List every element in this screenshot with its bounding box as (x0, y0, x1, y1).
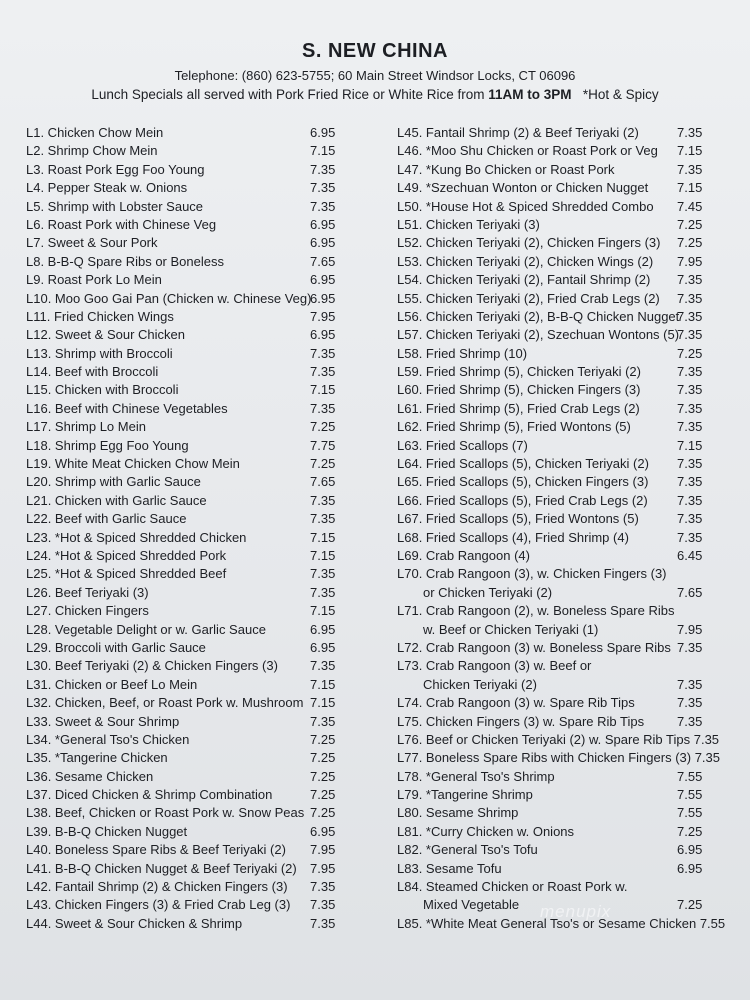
menu-item-price: 7.15 (310, 676, 336, 692)
watermark-logo: menupix (540, 902, 612, 921)
menu-item-label: L63. Fried Scallops (7) (397, 437, 528, 453)
menu-item-label: L41. B-B-Q Chicken Nugget & Beef Teriyaki (2) (26, 860, 297, 876)
menu-item (26, 345, 346, 363)
menu-item-label: L2. Shrimp Chow Mein (26, 143, 158, 159)
hot-spicy-legend: *Hot & Spicy (571, 87, 659, 102)
menu-item-label: L77. Boneless Spare Ribs with Chicken Fingers (3) 7.35 (397, 750, 720, 766)
menu-item-price: 7.25 (310, 731, 336, 747)
menu-item-price: 6.95 (310, 327, 336, 343)
menu-item-price: 7.25 (310, 805, 336, 821)
menu-item (397, 216, 747, 234)
menu-item (26, 878, 346, 896)
menu-item-price: 7.75 (310, 437, 336, 453)
menu-item (26, 326, 346, 344)
menu-item (26, 253, 346, 271)
menu-item-price: 7.35 (677, 456, 703, 472)
menu-item-price: 7.15 (310, 547, 336, 563)
menu-item (26, 418, 346, 436)
menu-item-price: 7.25 (677, 235, 703, 251)
menu-item-label: L7. Sweet & Sour Pork (26, 235, 158, 251)
menu-item (397, 786, 747, 804)
menu-item-price: 7.15 (310, 695, 336, 711)
menu-item (397, 602, 747, 620)
menu-item (26, 142, 346, 160)
menu-item-label: L37. Diced Chicken & Shrimp Combination (26, 787, 273, 803)
menu-item-price: 7.35 (677, 419, 703, 435)
menu-item-price: 7.35 (310, 713, 336, 729)
menu-item-label: L45. Fantail Shrimp (2) & Beef Teriyaki (2) (397, 125, 639, 140)
menu-item-label: L20. Shrimp with Garlic Sauce (26, 474, 201, 490)
menu-item-label: L31. Chicken or Beef Lo Mein (26, 676, 198, 692)
menu-item (26, 676, 346, 694)
menu-item (26, 124, 346, 142)
menu-item-label: L1. Chicken Chow Mein (26, 125, 164, 140)
menu-header (0, 40, 750, 102)
menu-item (26, 602, 346, 620)
menu-item (397, 473, 747, 491)
menu-item (397, 841, 747, 859)
menu-item-price: 7.35 (677, 492, 703, 508)
menu-item (26, 896, 346, 914)
menu-item-price: 6.95 (310, 823, 336, 839)
menu-item-label: L17. Shrimp Lo Mein (26, 419, 146, 435)
menu-item (397, 308, 747, 326)
menu-item-label: L49. *Szechuan Wonton or Chicken Nugget (397, 180, 649, 196)
menu-item (397, 713, 747, 731)
menu-item-label: L76. Beef or Chicken Teriyaki (2) w. Spare Rib Tips 7.35 (397, 731, 720, 747)
menu-item (397, 657, 747, 675)
menu-item-price: 6.95 (310, 290, 336, 306)
menu-item-label: L54. Chicken Teriyaki (2), Fantail Shrimp (2) (397, 272, 651, 288)
menu-item-price: 7.35 (677, 125, 703, 140)
menu-item-label: L28. Vegetable Delight or w. Garlic Sauce (26, 621, 266, 637)
menu-item-label: L74. Crab Rangoon (3) w. Spare Rib Tips (397, 695, 635, 711)
menu-item-label: L34. *General Tso's Chicken (26, 731, 190, 747)
menu-item-label: L38. Beef, Chicken or Roast Pork w. Snow Peas (26, 805, 305, 821)
menu-item-price: 7.25 (677, 823, 703, 839)
menu-item-label: L78. *General Tso's Shrimp (397, 768, 555, 784)
menu-item (26, 455, 346, 473)
menu-item-label: L27. Chicken Fingers (26, 603, 149, 619)
menu-item-price: 7.25 (677, 216, 703, 232)
menu-item-price: 7.25 (677, 345, 703, 361)
menu-item (26, 492, 346, 510)
menu-item-label: L71. Crab Rangoon (2), w. Boneless Spare Ribs (397, 603, 675, 619)
menu-item-price: 7.35 (310, 879, 336, 895)
menu-item-label: L42. Fantail Shrimp (2) & Chicken Fingers (3) (26, 879, 288, 895)
menu-item (26, 804, 346, 822)
menu-item-label: L11. Fried Chicken Wings (26, 308, 174, 324)
menu-item (26, 694, 346, 712)
menu-item-price: 7.25 (310, 750, 336, 766)
menu-item-label: L64. Fried Scallops (5), Chicken Teriyaki (2) (397, 456, 649, 472)
menu-item-label: L55. Chicken Teriyaki (2), Fried Crab Legs (2) (397, 290, 660, 306)
menu-item (397, 529, 747, 547)
menu-item-label: L79. *Tangerine Shrimp (397, 787, 533, 803)
menu-item-price: 7.95 (677, 621, 703, 637)
menu-item (26, 179, 346, 197)
menu-item-label: L65. Fried Scallops (5), Chicken Fingers (3) (397, 474, 649, 490)
menu-item-price: 6.95 (310, 235, 336, 251)
menu-item-price: 7.65 (677, 584, 703, 600)
menu-item (397, 161, 747, 179)
menu-item-price: 7.95 (677, 253, 703, 269)
menu-item-label: L16. Beef with Chinese Vegetables (26, 400, 228, 416)
menu-item-label: L75. Chicken Fingers (3) w. Spare Rib Tips (397, 713, 645, 729)
menu-item-label: L32. Chicken, Beef, or Roast Pork w. Mushroom (26, 695, 304, 711)
menu-item-label: L69. Crab Rangoon (4) (397, 547, 530, 563)
menu-item-price: 7.65 (310, 474, 336, 490)
menu-item-price: 7.15 (677, 143, 703, 159)
menu-item (26, 621, 346, 639)
menu-item-price: 7.35 (310, 915, 336, 931)
menu-item-price: 7.35 (677, 695, 703, 711)
menu-item (26, 786, 346, 804)
menu-item-label: L39. B-B-Q Chicken Nugget (26, 823, 188, 839)
menu-item (397, 326, 747, 344)
menu-item-price: 7.35 (677, 529, 703, 545)
menu-item-label: L10. Moo Goo Gai Pan (Chicken w. Chinese Veg) (26, 290, 312, 306)
menu-item (397, 565, 747, 583)
menu-item (397, 437, 747, 455)
menu-item-price: 7.55 (677, 805, 703, 821)
menu-item-price: 7.35 (310, 364, 336, 380)
menu-item (397, 455, 747, 473)
menu-item-price: 7.95 (310, 308, 336, 324)
menu-item-price: 7.35 (310, 584, 336, 600)
menu-item-label: L66. Fried Scallops (5), Fried Crab Legs (2) (397, 492, 648, 508)
menu-item-price: 7.95 (310, 842, 336, 858)
menu-item (26, 290, 346, 308)
menu-item-price: 6.95 (677, 860, 703, 876)
menu-item-price: 7.25 (310, 456, 336, 472)
menu-item-label: L60. Fried Shrimp (5), Chicken Fingers (3) (397, 382, 641, 398)
lunch-specials-note (0, 87, 750, 102)
menu-item-label: L4. Pepper Steak w. Onions (26, 180, 188, 196)
menu-item (26, 400, 346, 418)
menu-item-label: L3. Roast Pork Egg Foo Young (26, 161, 205, 177)
restaurant-name: S. NEW CHINA (302, 40, 448, 62)
menu-item-label: L56. Chicken Teriyaki (2), B-B-Q Chicken Nugget (397, 308, 680, 324)
menu-item (26, 768, 346, 786)
menu-item-label: L30. Beef Teriyaki (2) & Chicken Fingers (3) (26, 658, 278, 674)
menu-item-price: 6.95 (310, 621, 336, 637)
menu-item-price: 7.35 (677, 511, 703, 527)
menu-item-label: L83. Sesame Tofu (397, 860, 502, 876)
menu-item (397, 878, 747, 896)
menu-item-continuation: w. Beef or Chicken Teriyaki (1) (423, 621, 599, 637)
menu-item-price: 7.25 (310, 768, 336, 784)
menu-item-label: L85. *White Meat General Tso's or Sesame Chicken 7.55 (397, 915, 726, 931)
menu-item (26, 565, 346, 583)
lunch-note-prefix: Lunch Specials all served with Pork Fried Rice or White Rice from (91, 87, 489, 102)
menu-item-label: L59. Fried Shrimp (5), Chicken Teriyaki (2) (397, 364, 641, 380)
menu-item (397, 749, 747, 767)
menu-item-price: 7.35 (310, 180, 336, 196)
menu-item (397, 804, 747, 822)
menu-item (397, 418, 747, 436)
menu-item (397, 142, 747, 160)
menu-item-price: 7.65 (310, 253, 336, 269)
menu-item-price: 7.35 (677, 290, 703, 306)
menu-item-price: 7.35 (677, 308, 703, 324)
menu-column-right (397, 124, 747, 933)
menu-item (26, 271, 346, 289)
menu-item-continuation: or Chicken Teriyaki (2) (423, 584, 553, 600)
menu-item-label: L15. Chicken with Broccoli (26, 382, 179, 398)
menu-item-label: L35. *Tangerine Chicken (26, 750, 168, 766)
menu-item (26, 381, 346, 399)
menu-item (26, 731, 346, 749)
menu-item (26, 510, 346, 528)
menu-item (397, 179, 747, 197)
menu-item (397, 694, 747, 712)
menu-item-price: 7.35 (310, 400, 336, 416)
menu-item-continuation: Mixed Vegetable (423, 897, 520, 913)
menu-item (397, 510, 747, 528)
contact-line: Telephone: (860) 623-5755; 60 Main Street Windsor Locks, CT 06096 (174, 68, 576, 83)
menu-item-label: L25. *Hot & Spiced Shredded Beef (26, 566, 227, 582)
menu-item (26, 437, 346, 455)
menu-item-price: 7.35 (677, 364, 703, 380)
menu-item-label: L44. Sweet & Sour Chicken & Shrimp (26, 915, 243, 931)
menu-item-price: 7.35 (310, 658, 336, 674)
menu-item (397, 253, 747, 271)
menu-item-price: 7.95 (310, 860, 336, 876)
menu-item (26, 657, 346, 675)
menu-item (26, 841, 346, 859)
menu-item-label: L13. Shrimp with Broccoli (26, 345, 173, 361)
menu-item (26, 198, 346, 216)
menu-item-price: 7.35 (310, 345, 336, 361)
menu-item-label: L51. Chicken Teriyaki (3) (397, 216, 540, 232)
menu-item (397, 363, 747, 381)
menu-item (26, 308, 346, 326)
menu-item-label: L82. *General Tso's Tofu (397, 842, 538, 858)
menu-item (397, 860, 747, 878)
menu-item-price: 7.35 (310, 897, 336, 913)
menu-item-label: L80. Sesame Shrimp (397, 805, 519, 821)
menu-item (26, 216, 346, 234)
menu-item-price: 7.35 (677, 327, 703, 343)
menu-item-label: L23. *Hot & Spiced Shredded Chicken (26, 529, 247, 545)
menu-item-price: 7.35 (310, 492, 336, 508)
menu-item-label: L36. Sesame Chicken (26, 768, 154, 784)
menu-item (397, 271, 747, 289)
menu-item-price: 7.35 (677, 713, 703, 729)
menu-item-label: L5. Shrimp with Lobster Sauce (26, 198, 204, 214)
menu-item-label: L19. White Meat Chicken Chow Mein (26, 456, 240, 472)
menu-item-label: L24. *Hot & Spiced Shredded Pork (26, 547, 227, 563)
menu-item-label: L47. *Kung Bo Chicken or Roast Pork (397, 161, 615, 177)
menu-item-label: L84. Steamed Chicken or Roast Pork w. (397, 879, 628, 895)
menu-item (26, 860, 346, 878)
menu-item (397, 234, 747, 252)
menu-item-label: L9. Roast Pork Lo Mein (26, 272, 162, 288)
menu-item-price: 7.35 (677, 400, 703, 416)
menu-item (397, 547, 747, 565)
menu-item (26, 915, 346, 933)
menu-item (26, 234, 346, 252)
menu-item (26, 823, 346, 841)
menu-item-label: L61. Fried Shrimp (5), Fried Crab Legs (2) (397, 400, 640, 416)
menu-item (397, 492, 747, 510)
menu-item-label: L40. Boneless Spare Ribs & Beef Teriyaki (2) (26, 842, 286, 858)
menu-item (26, 529, 346, 547)
menu-item (397, 290, 747, 308)
menu-item (26, 749, 346, 767)
menu-item-label: L81. *Curry Chicken w. Onions (397, 823, 575, 839)
menu-item (397, 124, 747, 142)
menu-item-price: 7.55 (677, 787, 703, 803)
menu-item (397, 400, 747, 418)
menu-item (397, 823, 747, 841)
menu-item (397, 731, 747, 749)
menu-item-price: 6.45 (677, 547, 703, 563)
menu-item-price: 6.95 (310, 125, 336, 140)
menu-item-label: L52. Chicken Teriyaki (2), Chicken Fingers (3) (397, 235, 661, 251)
menu-item-price: 7.35 (677, 272, 703, 288)
menu-item (26, 639, 346, 657)
menu-item (397, 345, 747, 363)
menu-item-label: L70. Crab Rangoon (3), w. Chicken Fingers (3) (397, 566, 667, 582)
menu-item-label: L67. Fried Scallops (5), Fried Wontons (5) (397, 511, 639, 527)
menu-item (397, 584, 747, 602)
menu-item-label: L62. Fried Shrimp (5), Fried Wontons (5) (397, 419, 631, 435)
menu-item-label: L53. Chicken Teriyaki (2), Chicken Wings (2) (397, 253, 654, 269)
menu-item-price: 7.35 (677, 382, 703, 398)
menu-item-label: L6. Roast Pork with Chinese Veg (26, 216, 217, 232)
menu-item-price: 7.25 (677, 897, 703, 913)
menu-item-label: L22. Beef with Garlic Sauce (26, 511, 187, 527)
menu-item-label: L73. Crab Rangoon (3) w. Beef or (397, 658, 592, 674)
menu-item (26, 363, 346, 381)
menu-item-label: L33. Sweet & Sour Shrimp (26, 713, 180, 729)
menu-item-continuation: Chicken Teriyaki (2) (423, 676, 537, 692)
menu-item-price: 7.15 (677, 437, 703, 453)
menu-item-price: 6.95 (310, 272, 336, 288)
menu-item-price: 7.25 (310, 419, 336, 435)
menu-item-price: 7.35 (310, 566, 336, 582)
menu-item-label: L43. Chicken Fingers (3) & Fried Crab Leg (3) (26, 897, 291, 913)
menu-item-label: L46. *Moo Shu Chicken or Roast Pork or Veg (397, 143, 658, 159)
menu-item (397, 639, 747, 657)
menu-item-price: 6.95 (677, 842, 703, 858)
menu-column-left (26, 124, 346, 933)
menu-item-label: L57. Chicken Teriyaki (2), Szechuan Wontons (5) (397, 327, 680, 343)
menu-item-price: 7.35 (677, 161, 703, 177)
menu-item (26, 547, 346, 565)
menu-item-label: L14. Beef with Broccoli (26, 364, 159, 380)
menu-item-label: L29. Broccoli with Garlic Sauce (26, 639, 206, 655)
menu-item-label: L50. *House Hot & Spiced Shredded Combo (397, 198, 654, 214)
menu-item-price: 7.35 (677, 676, 703, 692)
menu-item-price: 7.35 (310, 161, 336, 177)
menu-item-price: 7.45 (677, 198, 703, 214)
menu-item (26, 473, 346, 491)
menu-item-price: 7.15 (677, 180, 703, 196)
menu-item-price: 7.35 (310, 511, 336, 527)
menu-item-label: L26. Beef Teriyaki (3) (26, 584, 149, 600)
menu-item-price: 7.55 (677, 768, 703, 784)
menu-item (397, 768, 747, 786)
lunch-hours: 11AM to 3PM (488, 87, 572, 102)
menu-item-price: 7.35 (677, 474, 703, 490)
menu-item (26, 161, 346, 179)
menu-item-price: 7.15 (310, 143, 336, 159)
menu-item-label: L68. Fried Scallops (4), Fried Shrimp (4) (397, 529, 629, 545)
menu-item (397, 621, 747, 639)
menu-item-price: 7.35 (677, 639, 703, 655)
menu-item-label: L72. Crab Rangoon (3) w. Boneless Spare Ribs (397, 639, 671, 655)
menu-item-price: 6.95 (310, 216, 336, 232)
menu-item (397, 381, 747, 399)
menu-item-price: 7.15 (310, 382, 336, 398)
menu-item-label: L8. B-B-Q Spare Ribs or Boneless (26, 253, 224, 269)
menu-item-label: L18. Shrimp Egg Foo Young (26, 437, 189, 453)
menu-item (397, 198, 747, 216)
menu-item (26, 584, 346, 602)
menu-item-label: L21. Chicken with Garlic Sauce (26, 492, 207, 508)
menu-item-label: L12. Sweet & Sour Chicken (26, 327, 185, 343)
menu-item-price: 7.15 (310, 603, 336, 619)
menu-item-label: L58. Fried Shrimp (10) (397, 345, 528, 361)
menu-item-price: 7.25 (310, 787, 336, 803)
menu-item-price: 7.15 (310, 529, 336, 545)
menu-item (397, 676, 747, 694)
menu-item-price: 7.35 (310, 198, 336, 214)
menu-item (26, 713, 346, 731)
menu-item-price: 6.95 (310, 639, 336, 655)
